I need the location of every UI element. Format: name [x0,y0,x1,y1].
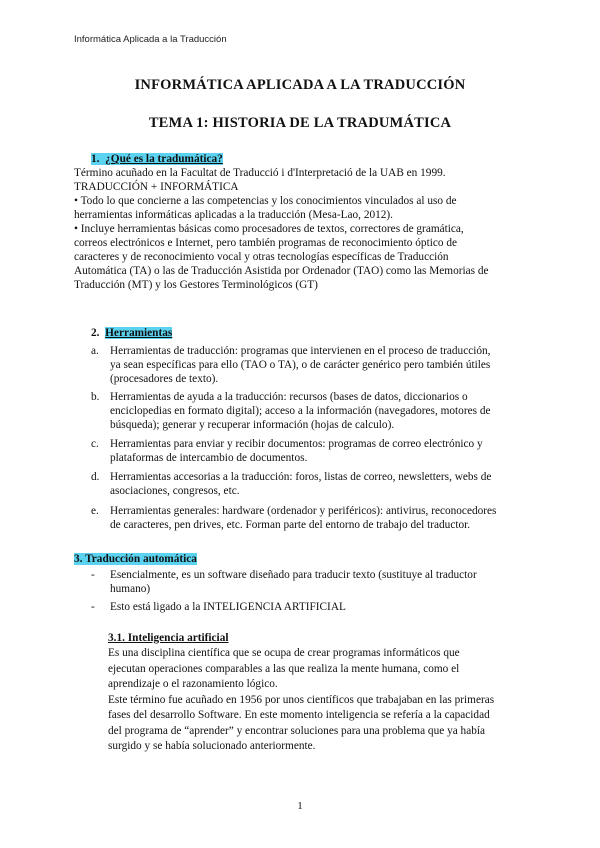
list-item-line: Esto está ligado a la INTELIGENCIA ARTIFICIAL [110,601,346,613]
document-title: INFORMÁTICA APLICADA A LA TRADUCCIÓN [134,77,466,93]
list-item-line: búsqueda); generar y recuperar información (hojas de calculo). [110,419,395,431]
paragraph-line: correos electrónicos e Internet, pero también programas de reconocimiento óptico de [74,237,457,249]
paragraph-line: del programa de “aprender” y encontrar soluciones para una problema que ya había [108,724,486,737]
list-marker: - [91,601,95,613]
section-2-heading [91,326,172,340]
paragraph-line: Traducción (MT) y los Gestores Terminológicos (GT) [74,279,318,291]
paragraph-line: TRADUCCIÓN + INFORMÁTICA [74,181,239,193]
page-number: 1 [297,800,303,812]
paragraph-line: caracteres y de reconocimiento vocal y otras tecnologías específicas de Traducción [74,251,449,263]
paragraph-line: Este término fue acuñado en 1956 por unos científicos que trabajaban en las primeras [108,693,495,706]
paragraph-line: ejecutan operaciones comparables a las que realiza la mente humana, como el [108,662,460,675]
list-item-line: Herramientas accesorias a la traducción: foros, listas de correo, newsletters, webs de [110,471,492,483]
list-item-line: Herramientas generales: hardware (ordenador y periféricos): antivirus, reconocedores [110,505,497,517]
list-item-line: enciclopedias en formato digital); acceso a la información (navegadores, motores de [110,405,491,417]
section-2-number: 2. [91,327,100,339]
list-item-line: Herramientas para enviar y recibir documentos: programas de correo electrónico y [110,438,483,450]
section-3-1-body [108,646,494,755]
running-header: Informática Aplicada a la Traducción [74,34,227,45]
section-1-heading [91,152,223,166]
paragraph-line: • Incluye herramientas básicas como procesadores de textos, correctores de gramática, [74,223,464,235]
list-marker: - [91,569,95,581]
list-item-line: asociaciones, congresos, etc. [110,485,240,497]
list-item-line: de caracteres, pen drives, etc. Forman parte del entorno de trabajo del traductor. [110,519,471,531]
list-marker: b. [91,391,100,403]
list-marker: d. [91,471,100,483]
paragraph-line: herramientas informáticas aplicadas a la traducción (Mesa-Lao, 2012). [74,209,393,221]
paragraph-line: Término acuñado en la Facultat de Traducció i d'Interpretació de la UAB en 1999. [74,167,446,179]
section-1-body [74,166,489,292]
paragraph-line: surgido y se había solucionado anteriormente. [108,740,316,752]
list-item-line: humano) [110,583,151,595]
section-3-heading [74,552,197,566]
paragraph-line: fases del desarrollo Software. En este momento inteligencia se refería a la capacidad [108,709,490,721]
list-item-line: Herramientas de ayuda a la traducción: recursos (bases de datos, diccionarios o [110,391,468,403]
list-marker: a. [91,345,99,357]
paragraph-line: • Todo lo que concierne a las competencias y los conocimientos vinculados al uso de [74,195,457,207]
paragraph-line: aprendizaje o el razonamiento lógico. [108,678,278,690]
section-3-1-heading: 3.1. Inteligencia artificial [108,632,229,644]
list-item-line: (procesadores de texto). [110,373,219,385]
document-subtitle: TEMA 1: HISTORIA DE LA TRADUMÁTICA [148,115,452,131]
section-3-title: 3. Traducción automática [74,553,197,565]
paragraph-line: Automática (TA) o las de Traducción Asistida por Ordenador (TAO) como las Memorias de [74,265,489,277]
list-item-line: ya sean específicas para ello (TAO o TA), o de carácter genérico pero también útiles [110,359,491,371]
list-item-line: plataformas de intercambio de documentos. [110,452,308,464]
list-marker: e. [91,505,99,517]
list-item-line: Herramientas de traducción: programas que intervienen en el proceso de traducción, [110,345,491,357]
list-item-line: Esencialmente, es un software diseñado para traducir texto (sustituye al traductor [110,569,477,581]
section-1-title: ¿Qué es la tradumática? [105,153,223,165]
section-1-number: 1. [91,153,100,165]
section-2-title: Herramientas [105,327,173,339]
list-marker: c. [91,438,99,450]
paragraph-line: Es una disciplina científica que se ocupa de crear programas informáticos que [108,647,460,659]
